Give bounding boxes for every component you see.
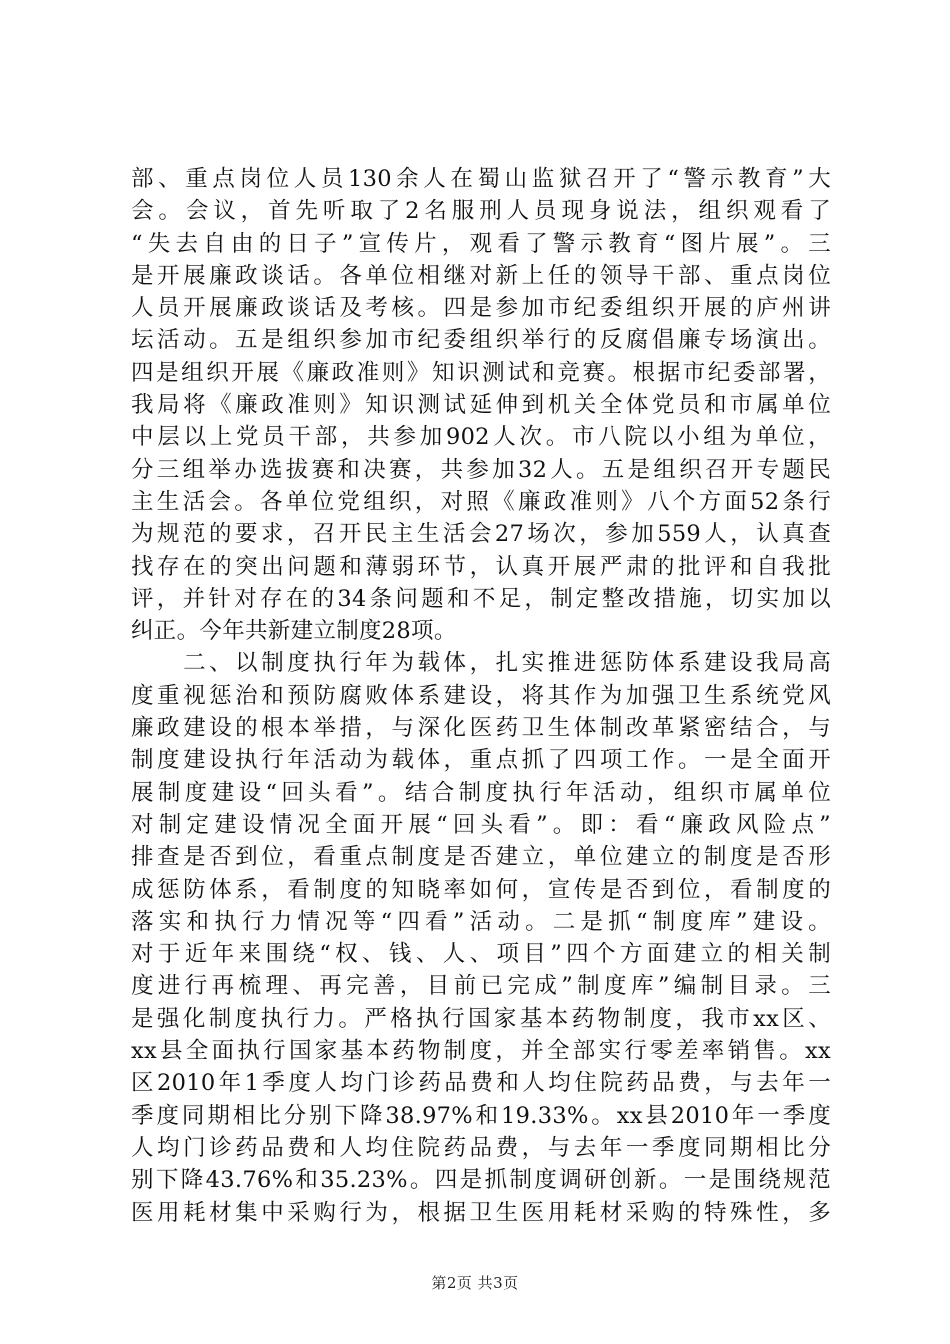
- text-line: 医用耗材集中采购行为，根据卫生医用耗材采购的特殊性，多: [131, 1199, 831, 1226]
- text-line: 我局将《廉政准则》知识测试延伸到机关全体党员和市属单位: [131, 392, 831, 419]
- text-line: 找存在的突出问题和薄弱环节，认真开展严肃的批评和自我批: [131, 553, 831, 580]
- text-line: 人均门诊药品费和人均住院药品费，与去年一季度同期相比分: [131, 1134, 831, 1161]
- text-line: 部、重点岗位人员130余人在蜀山监狱召开了“警示教育”大: [131, 166, 831, 192]
- text-line: 区2010年1季度人均门诊药品费和人均住院药品费，与去年一: [131, 1070, 831, 1097]
- text-line: 度重视惩治和预防腐败体系建设，将其作为加强卫生系统党风: [131, 682, 831, 709]
- text-line: 别下降43.76%和35.23%。四是抓制度调研创新。一是围绕规范: [131, 1167, 831, 1194]
- text-line: 二、以制度执行年为载体，扎实推进惩防体系建设我局高: [131, 650, 831, 677]
- body-text: [131, 163, 831, 1229]
- text-line: 纠正。今年共新建立制度28项。: [131, 618, 457, 645]
- text-line: xx县全面执行国家基本药物制度，并全部实行零差率销售。xx: [131, 1038, 831, 1065]
- text-line: 人员开展廉政谈话及考核。四是参加市纪委组织开展的庐州讲: [131, 295, 831, 322]
- text-line: 度进行再梳理、再完善，目前已完成”制度库”编制目录。三: [131, 973, 831, 1000]
- text-line: 为规范的要求，召开民主生活会27场次，参加559人，认真查: [131, 521, 831, 548]
- text-line: 展制度建设“回头看”。结合制度执行年活动，组织市属单位: [131, 779, 831, 806]
- text-line: 评，并针对存在的34条问题和不足，制定整改措施，切实加以: [131, 585, 831, 612]
- text-line: 会。会议，首先听取了2名服刑人员现身说法，组织观看了: [131, 198, 831, 225]
- text-line: 成惩防体系，看制度的知晓率如何，宣传是否到位，看制度的: [131, 876, 831, 903]
- text-line: 制度建设执行年活动为载体，重点抓了四项工作。一是全面开: [131, 747, 831, 774]
- text-line: 中层以上党员干部，共参加902人次。市八院以小组为单位，: [131, 424, 831, 451]
- text-line: 对制定建设情况全面开展“回头看”。即：看“廉政风险点”: [131, 811, 831, 838]
- text-line: 主生活会。各单位党组织，对照《廉政准则》八个方面52条行: [131, 488, 831, 515]
- text-line: 季度同期相比分别下降38.97%和19.33%。xx县2010年一季度: [131, 1102, 831, 1129]
- text-line: “失去自由的日子”宣传片，观看了警示教育“图片展”。三: [131, 230, 831, 257]
- text-line: 四是组织开展《廉政准则》知识测试和竞赛。根据市纪委部署，: [131, 359, 831, 386]
- text-line: 排查是否到位，看重点制度是否建立，单位建立的制度是否形: [131, 844, 831, 871]
- text-line: 是强化制度执行力。严格执行国家基本药物制度，我市xx区、: [131, 1005, 831, 1032]
- page-number-label: 第2页 共3页: [431, 1274, 519, 1292]
- page-footer: [0, 1272, 950, 1293]
- text-line: 落实和执行力情况等“四看”活动。二是抓“制度库”建设。: [131, 908, 831, 935]
- text-line: 廉政建设的根本举措，与深化医药卫生体制改革紧密结合，与: [131, 715, 831, 742]
- text-line: 对于近年来围绕“权、钱、人、项目”四个方面建立的相关制: [131, 941, 831, 968]
- text-line: 分三组举办选拔赛和决赛，共参加32人。五是组织召开专题民: [131, 456, 831, 483]
- text-line: 是开展廉政谈话。各单位相继对新上任的领导干部、重点岗位: [131, 262, 831, 289]
- text-line: 坛活动。五是组织参加市纪委组织举行的反腐倡廉专场演出。: [131, 327, 831, 354]
